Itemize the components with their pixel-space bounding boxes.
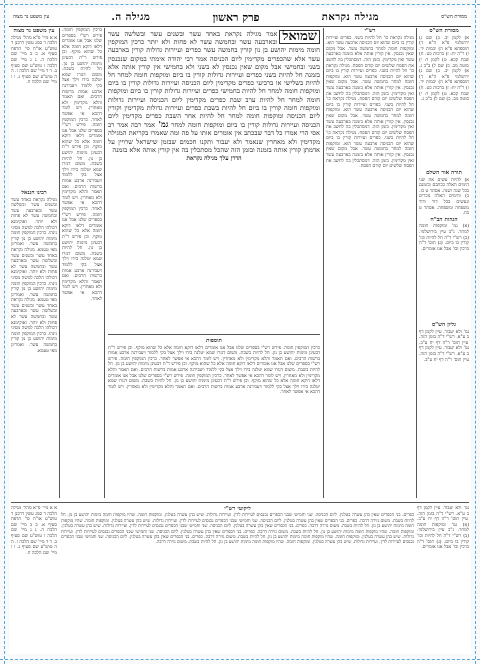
ein-mishpat-head: עין משפט נר מצוה <box>13 28 55 34</box>
rabbenu-head: רבינו חננאל <box>21 190 47 196</box>
header-right-label: מסורת הש"ס <box>441 14 467 20</box>
tosafot-side-column <box>62 28 102 498</box>
page-header <box>9 8 471 26</box>
bottom-left-text: א א מיי' פ"א מהל' מגילה הלכה ד סמג עשין דרבנן ד טוש"ע או"ח סי' תרפח סעיף א. ב ב מיי' שם הלכה ה. ג ג מיי' שם הלכה ו טוש"ע שם סעיף ב. ד ד מיי' שם הלכה ז. ה ה טוש"ע שם סעיף ג. ו ו מיי' שם הלכה ח. <box>11 506 57 556</box>
divider-rashi <box>323 28 324 498</box>
masoret-text-cont: א) לקמן יב. ב) שם ג) ירושלמי פ"א ה"א ד) תוספתא פ"א ה) יבמות יד. ו) ר"ה יח: ז) ברכות כט. ח) שבת קכא. ט) לקמן ד: י) סוטה מב. כ) שם ל) ב"ב ג. <box>419 69 469 103</box>
rashi-text-3: מגילה נקראת כו' חל להיות בשני. כפרים ועיירות קורין בו ביום שהוא יום הכניסה ארבעה עשר הוא. ומוקפות חומה למחר בחמשה עשר. אבל מקום שאין נכנסין. אין קורין אותה אלא בזמנה בארבעה עשר ואין מקדימין. בזמן הזה. דמסתכלין בה לחשב את הפסח שלשים יום קודם הפסח. <box>326 97 414 136</box>
gemara-opener: שמואל <box>279 30 320 44</box>
tosafot-side-text-2: כרכין המוקפין חומה. פירש רש"י בספרים שלנו אבל אנו אומרים דלאו דוקא חומה אלא כל שהוא מוקף. וכן פירש ר"ת דבעינן מימות יהושע בן נון. חל להיות בשבת. משום דגזרו שמא יטלנה בידו וילך אצל בקי ללמוד ויעבירנה ארבע אמות ברשות הרבים. ואם תאמר והלא מקדימין ולא מאחרין. ויש לומר דהכא אי אפשר לאחר. <box>62 117 102 212</box>
ein-mishpat-text: א א מיי' פ"א מהל' מגילה הלכה ד סמג עשין דרבנן ד טוש"ע או"ח סי' תרפח סעיף א. ב ב מיי' שם הלכה ה. ג ג מיי' שם הלכה ו טוש"ע שם סעיף ב. ד ד מיי' שם הלכה ז. ה ה טוש"ע שם סעיף ג. ו ו מיי' שם הלכה ח. <box>11 35 57 86</box>
torah-or-text: א) להיות עשים את שני הימים האלה ככתבם וכזמנם בכל שנה ושנה. אסתר ט כז. ב) והימים האלה נזכרים ונעשים בכל דור ודור משפחה ומשפחה. אסתר ט כח. <box>419 177 469 217</box>
gemara-text: אמר רבה אמר רב אסי הרי אמרו כל דבר שבכתב אין אומרים אותו על פה ומה שאמרו בקריאת המגילה מקדימין ולא מאחרין שנאמר ולא יעבור ותקנו חכמים שבזמן שישראל שרויין על אדמתן קורין אותה בזמנה ובזמן הזה שהכל מסתכלין בה אין קורין אותה אלא בזמנה <box>108 121 320 154</box>
header-title-right: מגילה נקראת <box>321 11 380 23</box>
rashi-text-4: מגילה נקראת כו' חל להיות בשני. כפרים ועיירות קורין בו ביום שהוא יום הכניסה ארבעה עשר הוא. ומוקפות חומה למחר בחמשה עשר. אבל מקום שאין נכנסין. אין קורין אותה אלא בזמנה בארבעה עשר ואין מקדימין. בזמן הזה. דמסתכלין בה לחשב את הפסח שלשים יום קודם הפסח. <box>326 130 414 170</box>
cut-guide-left <box>4 0 5 664</box>
header-left-label: עין משפט נר מצוה <box>13 14 50 20</box>
ein-mishpat-column <box>11 28 57 188</box>
bottom-right-text: גמ' ולא יעבור. עיין לקמן דף ב ע"א. רש"י ד"ה בזמן הזה. עיין תוס' ר"ה דף יח ע"ב. <box>417 506 469 523</box>
hadran-line: הדרן עלך מגילה נקראת <box>186 155 242 163</box>
bottom-head: ליקוטי רש"י <box>224 506 251 512</box>
tosafot-side-text: כרכין המוקפין חומה. פירש רש"י בספרים שלנו אבל אנו אומרים דלאו דוקא חומה אלא כל שהוא מוקף. וכן פירש ר"ת דבעינן מימות יהושע בן נון. חל להיות בשבת. משום דגזרו שמא יטלנה בידו וילך אצל בקי ללמוד ויעבירנה ארבע אמות ברשות הרבים. ואם תאמר והלא מקדימין ולא מאחרין. ויש לומר דהכא אי אפשר לאחר. <box>62 28 102 123</box>
rabbenu-text-3: מגילה נקראת באחד עשר ובשנים עשר ובשלשה עשר ובארבעה עשר ובחמשה עשר לא פחות ולא יותר. ואוקימנא דכולהו הלכה למשה מסיני נינהו. כרכין המוקפין חומה מימות יהושע בן נון קורין בחמשה עשר. ואמרינן מאי טעמא. <box>11 298 57 354</box>
bottom-right-margin <box>417 506 469 652</box>
hagahot-text: (א) גמ' ומוקפות חומה למחר. נ"ב עיין בירושלמי. (ב) רש"י ד"ה חל להיות וכו' קורין בו ביום. (ג) תוס' ד"ה כרכין וכו' אבל אנו אומרים. <box>419 224 469 252</box>
tosafot-column <box>108 338 320 498</box>
tosafot-text-3: כרכין המוקפין חומה. פירש רש"י בספרים שלנו אבל אנו אומרים דלאו דוקא חומה אלא כל שהוא מוקף. וכן פירש ר"ת דבעינן מימות יהושע בן נון. חל להיות בשבת. משום דגזרו שמא יטלנה בידו וילך אצל בקי ללמוד ויעבירנה ארבע אמות ברשות הרבים. ואם תאמר והלא מקדימין ולא מאחרין. ויש לומר דהכא אי אפשר לאחר. <box>108 373 320 396</box>
rashi-text-2: מגילה נקראת כו' חל להיות בשני. כפרים ועיירות קורין בו ביום שהוא יום הכניסה ארבעה עשר הוא. ומוקפות חומה למחר בחמשה עשר. אבל מקום שאין נכנסין. אין קורין אותה אלא בזמנה בארבעה עשר ואין מקדימין. בזמן הזה. דמסתכלין בה לחשב את הפסח שלשים יום קודם הפסח. <box>326 63 414 103</box>
bottom-commentary-block <box>61 506 414 652</box>
gilyon-text-cont: גמ' ולא יעבור. עיין לקמן דף ב ע"א. רש"י ד"ה בזמן הזה. עיין תוס' ר"ה דף יח ע"ב. <box>419 346 469 363</box>
cut-guide-bottom <box>0 659 480 660</box>
rashi-text: מגילה נקראת כו' חל להיות בשני. כפרים ועיירות קורין בו ביום שהוא יום הכניסה ארבעה עשר הוא. ומוקפות חומה למחר בחמשה עשר. אבל מקום שאין נכנסין. אין קורין אותה אלא בזמנה בארבעה עשר ואין מקדימין. בזמן הזה. דמסתכלין בה לחשב את הפסח שלשים יום קודם הפסח. <box>326 35 414 69</box>
header-rule <box>9 26 471 27</box>
talmud-page <box>9 8 471 654</box>
hagahot-head: הגהות הב"ח <box>430 216 458 223</box>
bottom-text-4: כפרים. בני הכפרים שאין בהן עשרה בטלנין. ליום הכניסה. שני וחמישי שבני הכפרים נכנסים לעיירות לדין. ועיירות גדולות. שיש בהן עשרה בטלנין. ומוקפות חומה. שהיו מוקפות חומה מימות יהושע בן נון. חל להיות בשבת. משום גזירה דרבה. <box>61 529 414 541</box>
masoret-head: מסורת הש"ס <box>429 28 459 34</box>
bottom-text-5: כפרים. בני הכפרים שאין בהן עשרה בטלנין. ליום הכניסה. שני וחמישי שבני הכפרים נכנסים לעיירות לדין. ועיירות גדולות. שיש בהן עשרה בטלנין. ומוקפות חומה. שהיו מוקפות חומה מימות יהושע בן נון. חל להיות בשבת. משום גזירה דרבה. <box>61 535 414 546</box>
masoret-hashas-column <box>419 28 469 168</box>
gemara-main-block <box>108 30 320 330</box>
bottom-right-text-2: (א) גמ' ומוקפות חומה למחר. נ"ב עיין בירושלמי. (ב) רש"י ד"ה חל להיות וכו' קורין בו ביום. (ג) תוס' ד"ה כרכין וכו' אבל אנו אומרים. <box>417 522 469 551</box>
rashi-head: רש"י <box>364 28 376 34</box>
cut-guide-right <box>475 0 476 664</box>
header-chapter: פרק ראשון <box>212 10 260 24</box>
divider-tosafot <box>104 28 105 498</box>
torah-or-head: תורה אור השלם <box>426 170 462 176</box>
divider-left-margin <box>59 28 60 498</box>
rabbenu-text-2: מגילה נקראת באחד עשר ובשנים עשר ובשלשה עשר ובארבעה עשר ובחמשה עשר לא פחות ולא יותר. ואוקימנא דכולהו הלכה למשה מסיני נינהו. כרכין המוקפין חומה מימות יהושע בן נון קורין בחמשה עשר. ואמרינן מאי טעמא. <box>11 247 57 304</box>
rabbenu-chananel-column <box>11 190 57 500</box>
divider-right-margin <box>416 28 417 498</box>
bottom-block-rule <box>11 502 469 503</box>
torah-or-column <box>419 170 469 320</box>
bottom-text-3: כפרים. בני הכפרים שאין בהן עשרה בטלנין. ליום הכניסה. שני וחמישי שבני הכפרים נכנסים לעיירות לדין. ועיירות גדולות. שיש בהן עשרה בטלנין. ומוקפות חומה. שהיו מוקפות חומה מימות יהושע בן נון. חל להיות בשבת. משום גזירה דרבה. <box>61 524 414 535</box>
masoret-text: א) לקמן יב. ב) שם ג) ירושלמי פ"א ה"א ד) תוספתא פ"א ה) יבמות יד. ו) ר"ה יח: ז) ברכות כט. ח) שבת קכא. ט) לקמן ד: י) סוטה מב. כ) שם ל) ב"ב ג. <box>419 35 469 69</box>
rabbenu-text: מגילה נקראת באחד עשר ובשנים עשר ובשלשה עשר ובארבעה עשר ובחמשה עשר לא פחות ולא יותר. ואוקימנא דכולהו הלכה למשה מסיני נינהו. כרכין המוקפין חומה מימות יהושע בן נון קורין בחמשה עשר. ואמרינן מאי טעמא. <box>11 197 57 253</box>
gemara-label: גמ' <box>155 119 169 130</box>
cut-guide-top <box>0 4 480 5</box>
header-title-left: מגילה ה. <box>111 11 151 23</box>
mishnah-text: אמר מגילה נקראת באחד עשר ובשנים עשר ובשלשה עשר ובארבעה עשר ובחמשה עשר לא פחות ולא יותר כרכין המוקפין חומה מימות יהושע בן נון קורין בחמשה עשר כפרים ועיירות גדולות קורין בארבעה עשר אלא שהכפרים מקדימין ליום הכניסה אמר רבי יהודה אימתי במקום שנכנסין בשני ובחמישי אבל מקום שאין נכנסין לא בשני ולא בחמישי אין קורין אותה אלא בזמנה חל להיות בשני כפרים ועיירות גדולות קורין בו ביום ומוקפות חומה למחר חל להיות בשלישי או ברביעי כפרים מקדימין ליום הכניסה ועיירות גדולות קורין בו ביום ומוקפות חומה למחר חל להיות בחמישי כפרים ועיירות גדולות קורין בו ביום ומוקפות חומה למחר חל להיות ערב שבת כפרים מקדימין ליום הכניסה ועיירות גדולות ומוקפות חומה קורין בו ביום חל להיות בשבת כפרים ועיירות גדולות מקדימין וקורין ליום הכניסה ומוקפות חומה למחר חל להיות אחר השבת כפרים מקדימין ליום הכניסה ועיירות גדולות קורין בו ביום ומוקפות חומה למחר <box>108 30 320 130</box>
gilyon-head: גליון הש"ס <box>431 322 456 328</box>
tosafot-text-2: כרכין המוקפין חומה. פירש רש"י בספרים שלנו אבל אנו אומרים דלאו דוקא חומה אלא כל שהוא מוקף. וכן פירש ר"ת דבעינן מימות יהושע בן נון. חל להיות בשבת. משום דגזרו שמא יטלנה בידו וילך אצל בקי ללמוד ויעבירנה ארבע אמות ברשות הרבים. ואם תאמר והלא מקדימין ולא מאחרין. ויש לומר דהכא אי אפשר לאחר. <box>108 356 320 379</box>
main-bottom-rule <box>108 334 320 335</box>
gilyon-column <box>419 322 469 497</box>
tosafot-head: תוספות <box>206 338 222 344</box>
bottom-text-2: כפרים. בני הכפרים שאין בהן עשרה בטלנין. ליום הכניסה. שני וחמישי שבני הכפרים נכנסים לעיירות לדין. ועיירות גדולות. שיש בהן עשרה בטלנין. ומוקפות חומה. שהיו מוקפות חומה מימות יהושע בן נון. חל להיות בשבת. משום גזירה דרבה. <box>61 518 414 530</box>
bottom-left-margin <box>11 506 57 652</box>
tosafot-side-text-3: כרכין המוקפין חומה. פירש רש"י בספרים שלנו אבל אנו אומרים דלאו דוקא חומה אלא כל שהוא מוקף. וכן פירש ר"ת דבעינן מימות יהושע בן נון. חל להיות בשבת. משום דגזרו שמא יטלנה בידו וילך אצל בקי ללמוד ויעבירנה ארבע אמות ברשות הרבים. ואם תאמר והלא מקדימין ולא מאחרין. ויש לומר דהכא אי אפשר לאחר. <box>62 207 102 302</box>
gilyon-text: גמ' ולא יעבור. עיין לקמן דף ב ע"א. רש"י ד"ה בזמן הזה. עיין תוס' ר"ה דף יח ע"ב. <box>419 329 469 346</box>
tosafot-text: כרכין המוקפין חומה. פירש רש"י בספרים שלנו אבל אנו אומרים דלאו דוקא חומה אלא כל שהוא מוקף. וכן פירש ר"ת דבעינן מימות יהושע בן נון. חל להיות בשבת. משום דגזרו שמא יטלנה בידו וילך אצל בקי ללמוד ויעבירנה ארבע אמות ברשות הרבים. ואם תאמר והלא מקדימין ולא מאחרין. ויש לומר דהכא אי אפשר לאחר. <box>108 345 320 362</box>
bottom-text: כפרים. בני הכפרים שאין בהן עשרה בטלנין. ליום הכניסה. שני וחמישי שבני הכפרים נכנסים לעיירות לדין. ועיירות גדולות. שיש בהן עשרה בטלנין. ומוקפות חומה. שהיו מוקפות חומה מימות יהושע בן נון. חל להיות בשבת. משום גזירה דרבה. <box>61 513 414 524</box>
rashi-column <box>326 28 414 498</box>
